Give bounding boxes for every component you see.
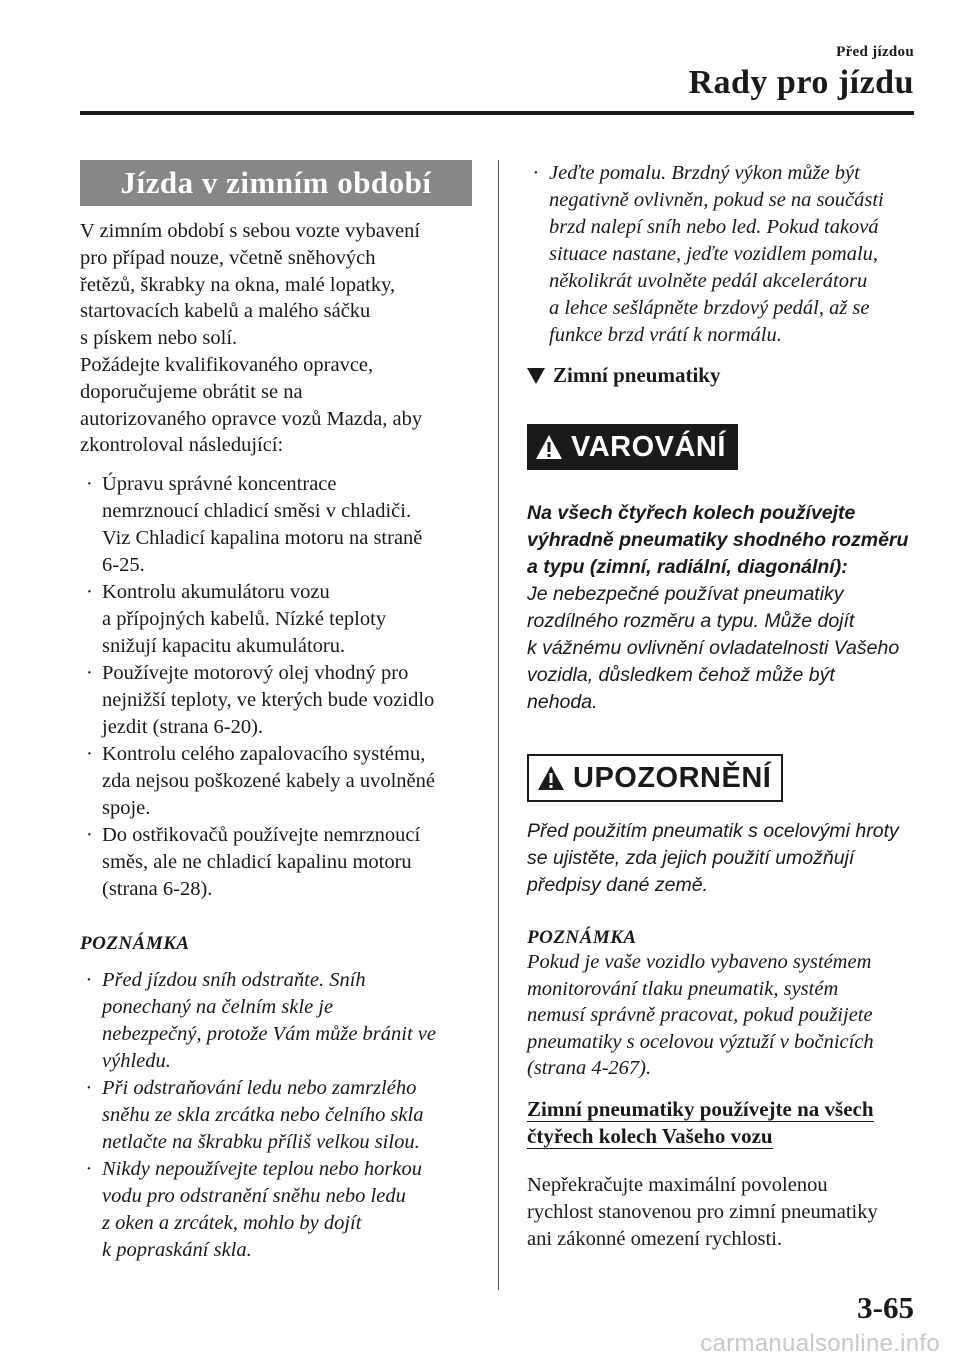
- warning-triangle-icon: [535, 434, 563, 460]
- list-item-line: sněhu ze skla zrcátka nebo čelního skla: [102, 1104, 424, 1127]
- intro-line: startovacích kabelů a malého sáčku: [80, 300, 371, 323]
- underlined-heading-line: Zimní pneumatiky používejte na všech: [527, 1096, 874, 1121]
- note-line: Pokud je vaše vozidlo vybaveno systémem: [527, 951, 872, 973]
- list-item-line: ponechaný na čelním skle je: [102, 996, 334, 1019]
- warning-bold-line: a typu (zimní, radiální, diagonální):: [527, 556, 848, 578]
- note-title: POZNÁMKA: [527, 927, 637, 948]
- intro-line: řetězů, škrabky na okna, malé lopatky,: [80, 273, 396, 296]
- page-number: 3-65: [857, 1290, 914, 1325]
- final-line: Nepřekračujte maximální povolenou: [527, 1173, 828, 1196]
- list-item-line: vodu pro odstranění sněhu nebo ledu: [102, 1185, 406, 1208]
- caution-line: se ujistěte, zda jejich použití umožňují: [527, 847, 855, 869]
- underlined-heading-line: čtyřech kolech Vašeho vozu: [527, 1123, 773, 1148]
- list-item: [80, 1075, 472, 1156]
- warning-line: nehoda.: [527, 691, 598, 713]
- caution-label: UPOZORNĚNÍ: [573, 761, 772, 794]
- list-item-line: několikrát uvolněte pedál akcelerátoru: [549, 270, 868, 292]
- intro-line: s pískem nebo solí.: [80, 327, 238, 350]
- list-item-line: směs, ale ne chladicí kapalinu motoru: [102, 851, 412, 874]
- subheading-text: Zimní pneumatiky: [553, 363, 721, 387]
- list-item-line: a přípojných kabelů. Nízké teploty: [102, 608, 387, 631]
- list-item-line: a lehce sešlápněte brzdový pedál, až se: [549, 297, 870, 319]
- bullet-icon: ·: [86, 473, 93, 496]
- section-title-banner: Jízda v zimním období: [80, 160, 472, 206]
- header-rule: [80, 111, 914, 115]
- bullet-icon: ·: [86, 581, 93, 604]
- list-item-line: jezdit (strana 6-20).: [102, 716, 264, 739]
- list-item-line: negativně ovlivněn, pokud se na součásti: [549, 189, 884, 211]
- list-item-line: spoje.: [102, 797, 151, 820]
- note-block: [527, 927, 919, 1082]
- list-item: [80, 660, 472, 741]
- column-divider: [498, 160, 499, 1290]
- intro-line: zkontroloval následující:: [80, 434, 284, 457]
- list-item-line: netlačte na škrabku příliš velkou silou.: [102, 1131, 420, 1154]
- final-paragraph: [527, 1172, 919, 1252]
- warning-line: vozidla, důsledkem čehož může být: [527, 664, 835, 686]
- list-item-line: k popraskání skla.: [102, 1239, 252, 1262]
- caution-line: Před použitím pneumatik s ocelovými hroty: [527, 820, 899, 842]
- list-item-line: nebezpečný, protože Vám může bránit ve: [102, 1023, 436, 1046]
- warning-line: rozdílného rozměru a typu. Může dojít: [527, 610, 855, 632]
- caution-triangle-icon: [537, 765, 565, 791]
- warning-bold-line: Na všech čtyřech kolech používejte: [527, 502, 856, 524]
- final-line: ani zákonné omezení rychlosti.: [527, 1227, 783, 1250]
- left-column: [80, 160, 472, 1264]
- intro-line: V zimním období s sebou vozte vybavení: [80, 220, 421, 242]
- subheading-winter-tires: [527, 363, 919, 388]
- bullet-icon: ·: [86, 824, 93, 847]
- list-item-line: (strana 6-28).: [102, 878, 213, 901]
- bullet-icon: ·: [533, 162, 539, 184]
- list-item-line: Do ostřikovačů používejte nemrznoucí: [102, 824, 421, 847]
- list-item-line: brzd nalepí sníh nebo led. Pokud taková: [549, 216, 879, 238]
- caution-line: předpisy dané země.: [527, 874, 709, 896]
- list-item-line: nejnižší teploty, ve kterých bude vozidlo: [102, 689, 435, 712]
- warning-text: [527, 500, 919, 716]
- list-item: [527, 160, 919, 349]
- caution-badge: [527, 754, 783, 802]
- bullet-icon: ·: [86, 1158, 92, 1181]
- warning-label: VAROVÁNÍ: [571, 430, 726, 463]
- final-line: rychlost stanovenou pro zimní pneumatiky: [527, 1200, 878, 1223]
- list-item: [80, 741, 472, 822]
- list-item-line: snižují kapacitu akumulátoru.: [102, 635, 346, 658]
- list-item-line: nemrznoucí chladicí směsi v chladiči.: [102, 500, 412, 523]
- intro-paragraph: [80, 218, 472, 459]
- list-item-line: z oken a zrcátek, mohlo by dojít: [102, 1212, 362, 1235]
- list-item-line: situace nastane, jeďte vozidlem pomalu,: [549, 243, 879, 265]
- bullet-icon: ·: [86, 1077, 92, 1100]
- note-list-continued: [527, 160, 919, 349]
- warning-line: k vážnému ovlivnění ovladatelnosti Vašeho: [527, 637, 900, 659]
- note-list: [80, 967, 472, 1264]
- bullet-icon: ·: [86, 969, 92, 992]
- list-item: [80, 471, 472, 579]
- list-item-line: funkce brzd vrátí k normálu.: [549, 324, 782, 346]
- list-item-line: 6-25.: [102, 554, 145, 577]
- list-item-line: Kontrolu akumulátoru vozu: [102, 581, 330, 604]
- note-line: (strana 4-267).: [527, 1057, 652, 1080]
- warning-badge: [527, 424, 738, 470]
- warning-line: Je nebezpečné používat pneumatiky: [527, 583, 844, 605]
- triangle-down-icon: [527, 368, 545, 384]
- header-chapter-title: Rady pro jízdu: [688, 64, 914, 101]
- underlined-heading: [527, 1096, 919, 1150]
- note-line: nemusí správně pracovat, pokud použijete: [527, 1004, 873, 1027]
- intro-line: Požádejte kvalifikovaného opravce,: [80, 353, 374, 376]
- list-item-line: Jeďte pomalu. Brzdný výkon může být: [549, 162, 860, 184]
- list-item-line: Používejte motorový olej vhodný pro: [102, 662, 409, 685]
- list-item: [80, 579, 472, 660]
- list-item-line: Při odstraňování ledu nebo zamrzlého: [102, 1077, 417, 1100]
- bullet-icon: ·: [86, 662, 93, 685]
- list-item-line: Nikdy nepoužívejte teplou nebo horkou: [102, 1158, 422, 1181]
- list-item: [80, 822, 472, 903]
- caution-text: [527, 818, 919, 899]
- warning-bold-line: výhradně pneumatiky shodného rozměru: [527, 529, 909, 551]
- list-item: [80, 967, 472, 1075]
- list-item-line: Viz Chladicí kapalina motoru na straně: [102, 527, 423, 550]
- intro-line: autorizovaného opravce vozů Mazda, aby: [80, 407, 423, 430]
- check-list: [80, 471, 472, 903]
- list-item-line: Před jízdou sníh odstraňte. Sníh: [102, 969, 366, 992]
- intro-line: doporučujeme obrátit se na: [80, 380, 303, 403]
- note-line: pneumatiky s ocelovou výztuží v bočnicích: [527, 1030, 874, 1053]
- bullet-icon: ·: [86, 743, 93, 766]
- list-item-line: zda nejsou poškozené kabely a uvolněné: [102, 770, 436, 793]
- note-line: monitorování tlaku pneumatik, systém: [527, 977, 839, 1000]
- right-column: [527, 160, 919, 1252]
- watermark: carmanualsonline.info: [700, 1330, 940, 1357]
- list-item: [80, 1156, 472, 1264]
- header-section-title: Před jízdou: [836, 44, 914, 60]
- note-title: POZNÁMKA: [80, 933, 190, 955]
- list-item-line: Kontrolu celého zapalovacího systému,: [102, 743, 426, 766]
- intro-line: pro případ nouze, včetně sněhových: [80, 246, 376, 269]
- list-item-line: Úpravu správné koncentrace: [102, 473, 337, 496]
- list-item-line: výhledu.: [102, 1050, 171, 1073]
